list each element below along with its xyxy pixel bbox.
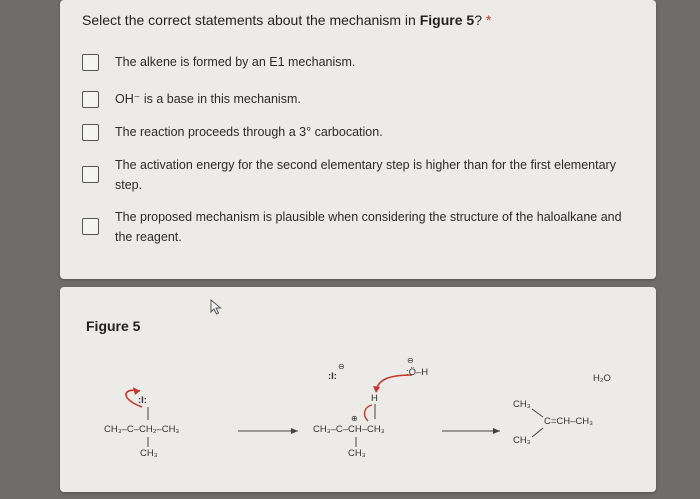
mechanism-arrows xyxy=(60,287,656,492)
option-label: OH⁻ is a base in this mechanism. xyxy=(115,92,301,106)
reactant-chain: CH₃–C–CH₂–CH₃ xyxy=(104,424,180,435)
product-top-methyl: CH₃ xyxy=(513,399,531,410)
question-card xyxy=(60,0,656,279)
question-title xyxy=(82,12,491,28)
option-label: The proposed mechanism is plausible when considering the structure of the haloalkane and the reagent. xyxy=(115,210,622,244)
reactant-iodine: :I: xyxy=(138,395,147,406)
figure-title: Figure 5 xyxy=(86,318,141,334)
option-e1[interactable] xyxy=(82,52,636,72)
intermediate-hydrogen: H xyxy=(371,393,378,404)
figure-card xyxy=(60,287,656,492)
option-activation-energy[interactable] xyxy=(82,155,636,195)
intermediate-chain: CH₃–C–CH–CH₃ xyxy=(313,424,385,435)
water-byproduct: H₂O xyxy=(593,373,611,384)
hydroxide-charge: ⊖ xyxy=(407,356,414,365)
intermediate-branch: CH₃ xyxy=(348,448,366,459)
checkbox-activation-energy[interactable] xyxy=(82,166,99,183)
required-marker: * xyxy=(485,12,492,28)
iodide-ion: :I: xyxy=(328,371,337,382)
option-label: The alkene is formed by an E1 mechanism. xyxy=(115,55,356,69)
question-suffix: ? xyxy=(474,12,486,28)
option-plausible[interactable] xyxy=(82,207,636,247)
product-chain: C=CH–CH₃ xyxy=(544,416,594,427)
reactant-branch: CH₃ xyxy=(140,448,158,459)
hydroxide-ion: :Ö–H xyxy=(406,367,429,378)
option-carbocation[interactable] xyxy=(82,122,636,142)
checkbox-carbocation[interactable] xyxy=(82,124,99,141)
option-oh-base[interactable] xyxy=(82,89,636,109)
carbocation-charge: ⊕ xyxy=(351,414,358,423)
checkbox-plausible[interactable] xyxy=(82,218,99,235)
option-label: The activation energy for the second elementary step is higher than for the first elementary step. xyxy=(115,158,616,192)
question-prefix: Select the correct statements about the mechanism in xyxy=(82,12,420,28)
checkbox-e1[interactable] xyxy=(82,54,99,71)
iodide-charge: ⊖ xyxy=(338,362,345,371)
figure-reference: Figure 5 xyxy=(419,12,475,28)
option-label: The reaction proceeds through a 3° carbocation. xyxy=(115,125,383,139)
product-bottom-methyl: CH₃ xyxy=(513,435,531,446)
checkbox-oh-base[interactable] xyxy=(82,91,99,108)
